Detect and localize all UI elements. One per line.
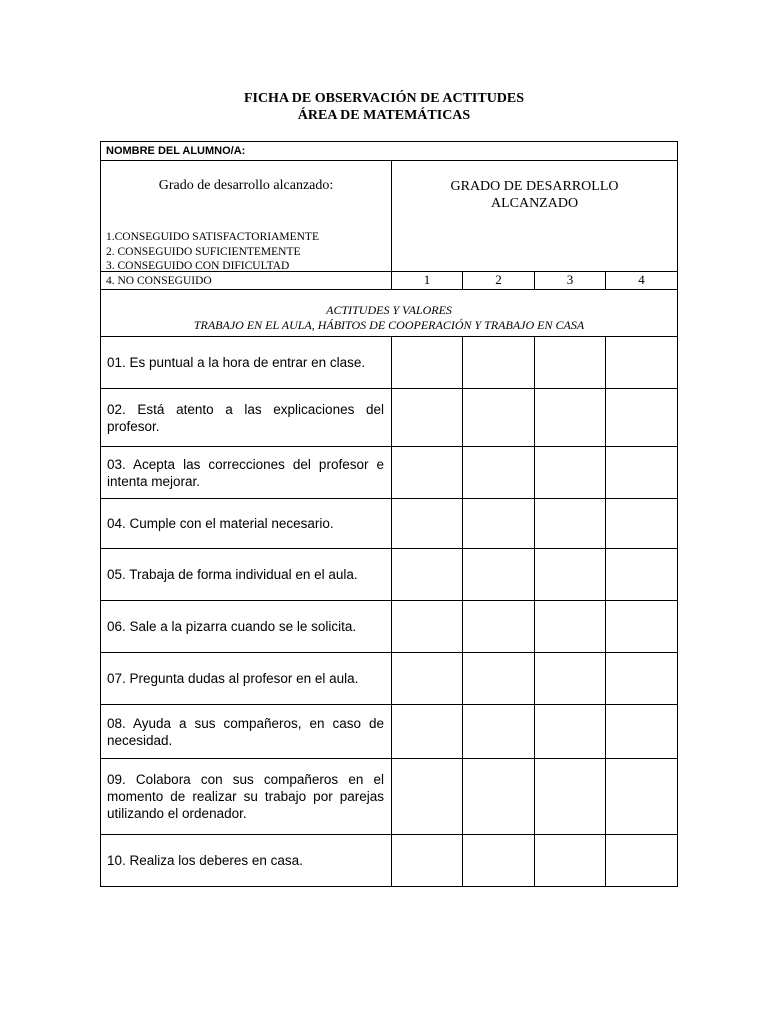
- grade-cell-1[interactable]: [392, 337, 463, 389]
- grade-cell-3[interactable]: [535, 653, 606, 705]
- item-text: 08. Ayuda a sus compañeros, en caso de necesidad.: [101, 705, 392, 759]
- legend-list: [106, 230, 319, 288]
- item-text: 06. Sale a la pizarra cuando se le solicita.: [101, 601, 392, 653]
- observation-form-table: [100, 141, 678, 887]
- table-row: [101, 549, 678, 601]
- legend-level: 4. NO CONSEGUIDO: [106, 274, 212, 287]
- grade-cell-1[interactable]: [392, 601, 463, 653]
- table-row: [101, 653, 678, 705]
- grade-cell-4[interactable]: [606, 835, 678, 887]
- item-text: 10. Realiza los deberes en casa.: [101, 835, 392, 887]
- grade-cell-3[interactable]: [535, 389, 606, 447]
- grade-column-label: 3: [535, 272, 606, 290]
- table-row: [101, 337, 678, 389]
- grade-header-line: GRADO DE DESARROLLO: [450, 179, 619, 194]
- grade-cell-1[interactable]: [392, 759, 463, 835]
- table-row: [101, 835, 678, 887]
- item-text: 04. Cumple con el material necesario.: [101, 499, 392, 549]
- student-name-row: [101, 142, 678, 161]
- grade-cell-2[interactable]: [463, 499, 535, 549]
- grade-cell-1[interactable]: [392, 705, 463, 759]
- table-row: [101, 447, 678, 499]
- document-title: FICHA DE OBSERVACIÓN DE ACTITUDES: [243, 91, 525, 106]
- grade-cell-2[interactable]: [463, 705, 535, 759]
- grade-cell-4[interactable]: [606, 389, 678, 447]
- table-row: [101, 389, 678, 447]
- student-name-label: NOMBRE DEL ALUMNO/A:: [106, 145, 246, 157]
- grade-cell-2[interactable]: [463, 549, 535, 601]
- grade-cell-3[interactable]: [535, 705, 606, 759]
- item-text: 02. Está atento a las explicaciones del profesor.: [101, 389, 392, 447]
- legend-level: 2. CONSEGUIDO SUFICIENTEMENTE: [106, 245, 301, 258]
- grade-column-label: 2: [463, 272, 535, 290]
- item-text: 09. Colabora con sus compañeros en el momento de realizar su trabajo por parejas utilizando el ordenador.: [101, 759, 392, 835]
- grade-cell-3[interactable]: [535, 835, 606, 887]
- item-text: 07. Pregunta dudas al profesor en el aula.: [101, 653, 392, 705]
- grade-cell-4[interactable]: [606, 705, 678, 759]
- student-name-field[interactable]: [101, 142, 678, 161]
- grade-cell-4[interactable]: [606, 447, 678, 499]
- section-title: ACTITUDES Y VALORES: [326, 303, 452, 317]
- section-subtitle: TRABAJO EN EL AULA, HÁBITOS DE COOPERACIÓN Y TRABAJO EN CASA: [193, 318, 585, 332]
- section-row: [101, 290, 678, 337]
- grade-cell-2[interactable]: [463, 447, 535, 499]
- grade-cell-4[interactable]: [606, 653, 678, 705]
- grade-cell-4[interactable]: [606, 499, 678, 549]
- grade-cell-1[interactable]: [392, 549, 463, 601]
- grade-cell-2[interactable]: [463, 389, 535, 447]
- table-row: [101, 499, 678, 549]
- section-heading: [101, 290, 678, 337]
- table-row: [101, 759, 678, 835]
- document-subtitle: ÁREA DE MATEMÁTICAS: [297, 108, 471, 123]
- grade-cell-3[interactable]: [535, 601, 606, 653]
- item-text: 05. Trabaja de forma individual en el aula.: [101, 549, 392, 601]
- legend-cell: [101, 161, 392, 287]
- grade-cell-4[interactable]: [606, 549, 678, 601]
- item-text: 03. Acepta las correcciones del profesor e intenta mejorar.: [101, 447, 392, 499]
- grade-header: [392, 161, 678, 272]
- grade-cell-3[interactable]: [535, 337, 606, 389]
- grade-cell-2[interactable]: [463, 759, 535, 835]
- grade-column-label: 4: [606, 272, 678, 290]
- grade-column-label: 1: [392, 272, 463, 290]
- table-row: [101, 705, 678, 759]
- legend-heading: Grado de desarrollo alcanzado:: [158, 178, 334, 193]
- grade-cell-3[interactable]: [535, 549, 606, 601]
- grade-cell-4[interactable]: [606, 337, 678, 389]
- grade-cell-1[interactable]: [392, 499, 463, 549]
- grade-cell-1[interactable]: [392, 653, 463, 705]
- grade-cell-4[interactable]: [606, 759, 678, 835]
- grade-cell-2[interactable]: [463, 601, 535, 653]
- grade-cell-1[interactable]: [392, 389, 463, 447]
- grade-cell-1[interactable]: [392, 447, 463, 499]
- grade-cell-3[interactable]: [535, 759, 606, 835]
- legend-row: [101, 161, 678, 272]
- grade-cell-3[interactable]: [535, 499, 606, 549]
- grade-cell-2[interactable]: [463, 835, 535, 887]
- legend-level: 3. CONSEGUIDO CON DIFICULTAD: [106, 260, 290, 272]
- legend-level: 1.CONSEGUIDO SATISFACTORIAMENTE: [106, 231, 319, 243]
- grade-cell-3[interactable]: [535, 447, 606, 499]
- grade-header-line: ALCANZADO: [490, 196, 579, 211]
- grade-cell-4[interactable]: [606, 601, 678, 653]
- grade-cell-2[interactable]: [463, 653, 535, 705]
- item-text: 01. Es puntual a la hora de entrar en clase.: [101, 337, 392, 389]
- grade-cell-2[interactable]: [463, 337, 535, 389]
- table-row: [101, 601, 678, 653]
- grade-cell-1[interactable]: [392, 835, 463, 887]
